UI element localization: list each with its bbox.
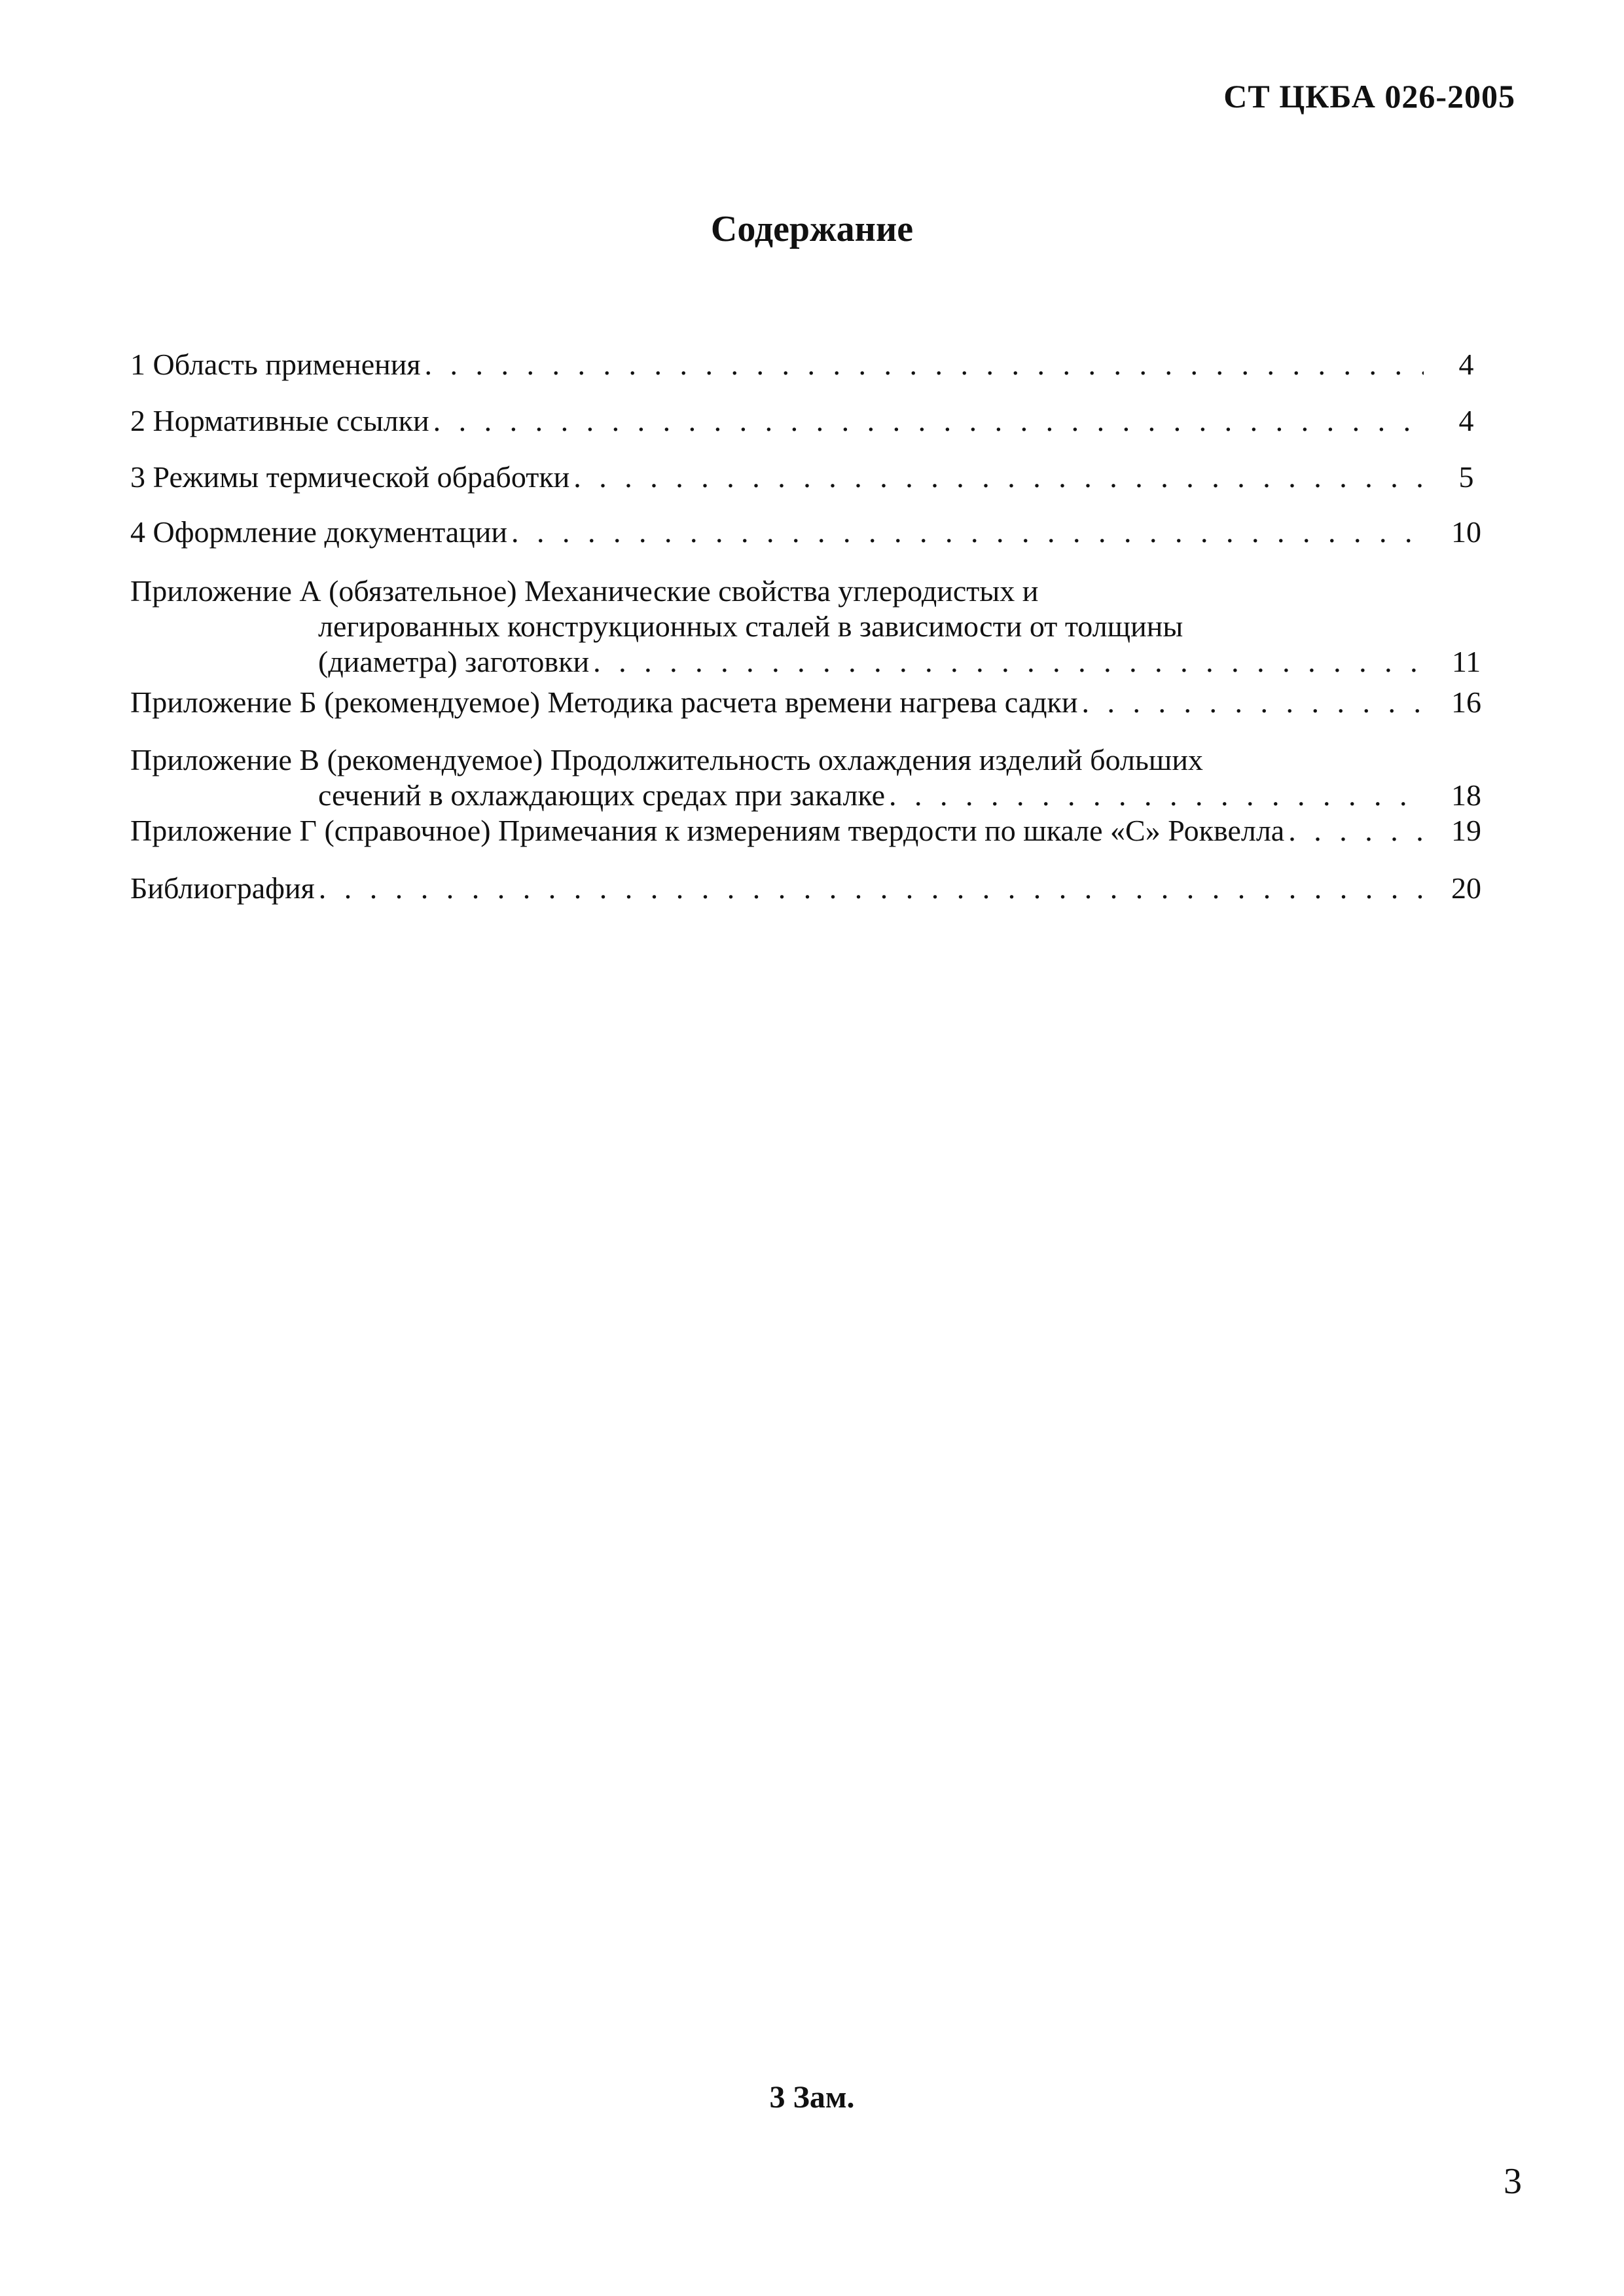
toc-entry-text: 2 Нормативные ссылки [130,404,429,437]
toc-entry-normative-references[interactable] [130,403,1496,439]
toc-entry-text-line2: сечений в охлаждающих средах при закалке [318,778,886,812]
dot-leader [593,644,1424,680]
toc-entry-page: 4 [1458,404,1474,437]
dot-leader [433,403,1424,439]
toc-entry-page: 18 [1451,778,1481,812]
toc-title: Содержание [710,209,914,249]
toc-entry-text: 3 Режимы термической обработки [130,460,570,494]
toc-entry-scope[interactable] [130,347,1496,382]
toc-entry-page: 5 [1458,460,1474,494]
dot-leader [1081,685,1424,720]
toc-entry-text-line3: (диаметра) заготовки [318,645,590,678]
toc-entry-appendix-b[interactable] [130,685,1496,720]
dot-leader [425,347,1424,382]
toc-entry-text: Приложение Б (рекомендуемое) Методика расчета времени нагрева садки [130,685,1078,719]
toc-entry-documentation[interactable] [130,515,1496,550]
toc-entry-text-line2: легированных конструкционных сталей в зависимости от толщины [318,610,1183,643]
toc-entry-text: 1 Область применения [130,348,421,381]
dot-leader [319,871,1424,906]
toc-entry-page: 4 [1458,348,1474,381]
toc-entry-appendix-a[interactable] [130,574,1496,680]
document-code: СТ ЦКБА 026-2005 [1223,78,1515,115]
toc-entry-bibliography[interactable] [130,871,1496,906]
page-number: 3 [1504,2161,1522,2202]
dot-leader [511,515,1424,550]
toc-entry-appendix-v[interactable] [130,742,1496,813]
toc-entry-page: 20 [1451,871,1481,905]
toc-entry-heat-treatment-modes[interactable] [130,460,1496,495]
toc-entry-text-line1: Приложение А (обязательное) Механические свойства углеродистых и [130,574,1039,608]
toc-entry-text: Приложение Г (справочное) Примечания к измерениям твердости по шкале «С» Роквелла [130,814,1285,847]
dot-leader [1288,813,1424,848]
toc-entry-text-line1: Приложение В (рекомендуемое) Продолжительность охлаждения изделий больших [130,743,1203,776]
dot-leader [573,460,1424,495]
toc-entry-appendix-g[interactable] [130,813,1496,848]
toc-entry-text: 4 Оформление документации [130,515,508,549]
toc-entry-page: 10 [1451,515,1481,549]
toc-entry-page: 16 [1451,685,1481,719]
amendment-note: 3 Зам. [769,2080,855,2115]
dot-leader [889,778,1424,813]
toc-entry-text: Библиография [130,871,315,905]
toc-entry-page: 19 [1451,814,1481,847]
toc-entry-page: 11 [1451,645,1481,678]
